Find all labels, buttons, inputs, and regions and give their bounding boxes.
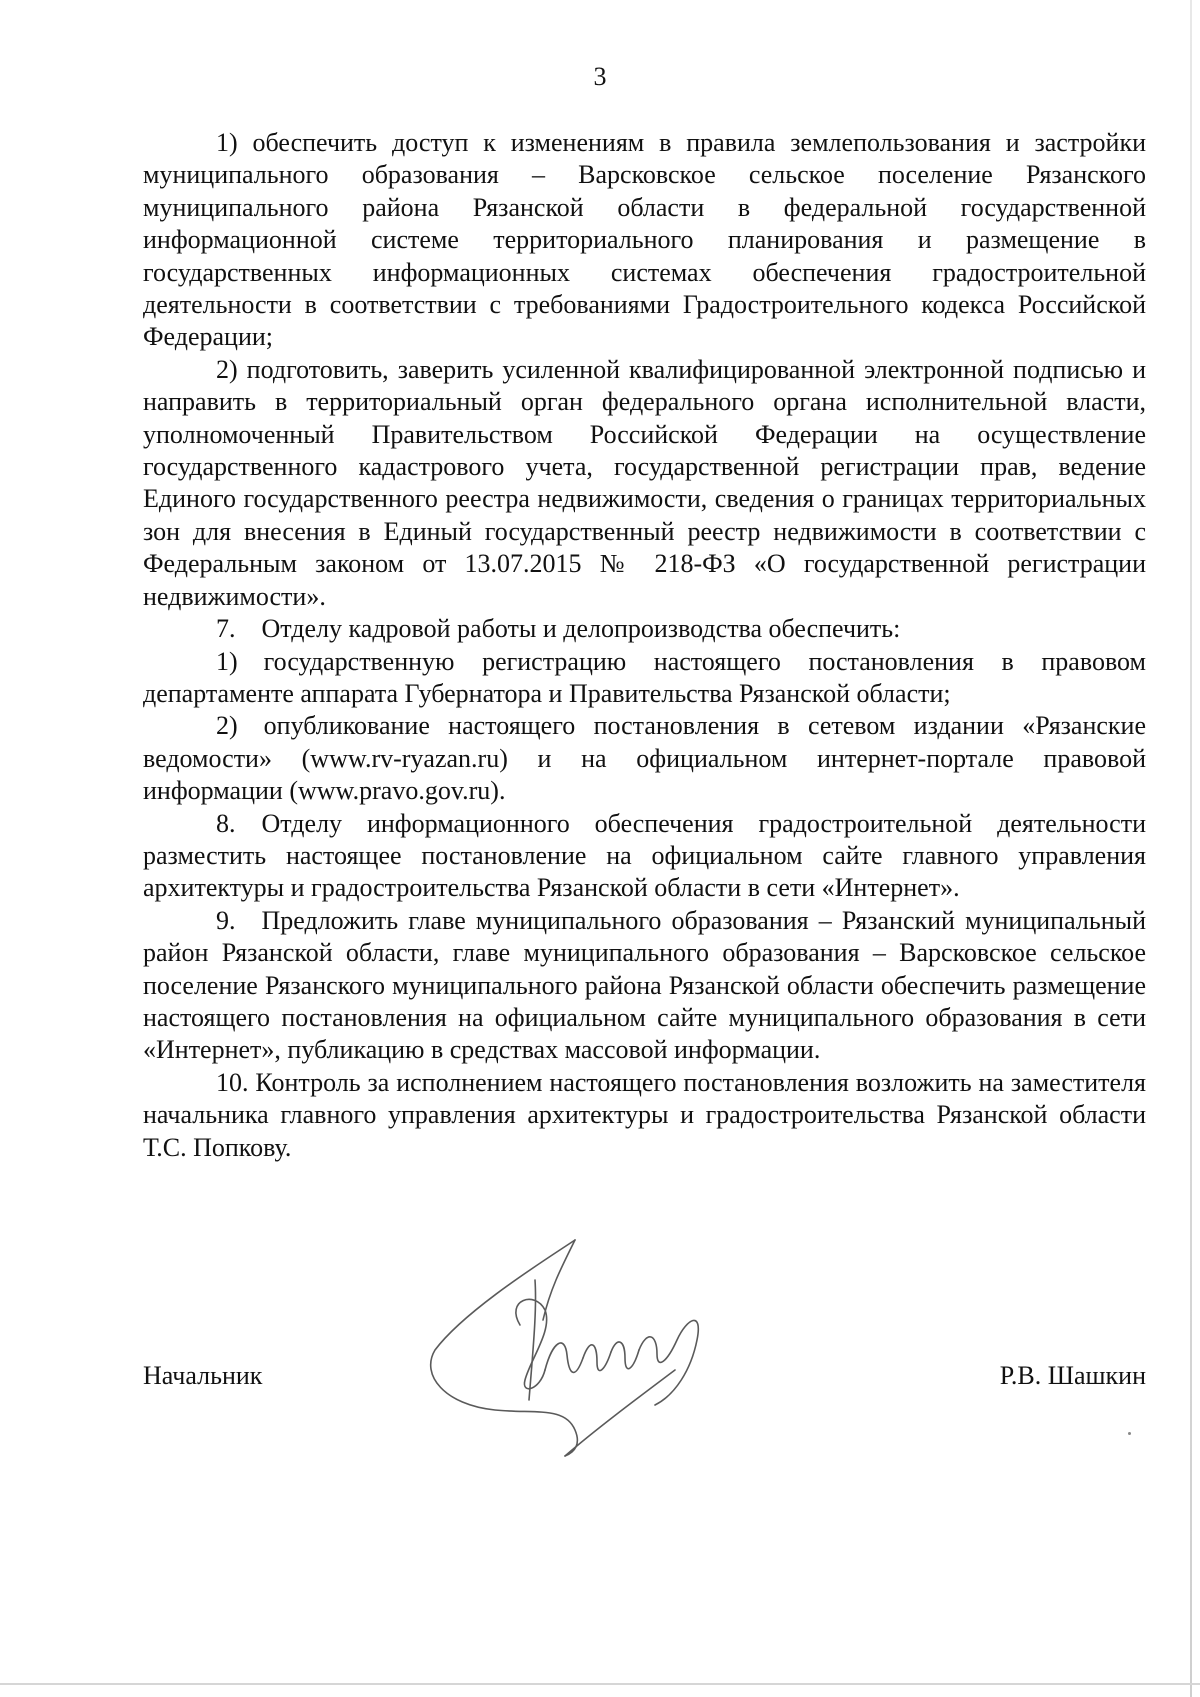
handwritten-signature: [425, 1230, 765, 1460]
paragraph-clause-8: 8. Отделу информационного обеспечения градостроительной деятельности разместить настоящее постановление на официальном сайте главного управления архитектуры и градостроительства Рязанской области в сети «Интернет».: [143, 808, 1146, 903]
paragraph-clause-10: 10. Контроль за исполнением настоящего постановления возложить на заместителя начальника главного управления архитектуры и градостроительства Рязанской области Т.С. Попкову.: [143, 1067, 1146, 1162]
page-edge-right: [1190, 0, 1192, 1697]
signature-block: [143, 1360, 1146, 1400]
document-body: [143, 127, 1146, 1164]
signatory-name: Р.В. Шашкин: [999, 1361, 1146, 1390]
page-number: 3: [593, 62, 607, 91]
paragraph-clause-7-item-1: 1) государственную регистрацию настоящего постановления в правовом департаменте аппарата Губернатора и Правительства Рязанской области;: [143, 646, 1146, 708]
paragraph-clause-9: 9. Предложить главе муниципального образования – Рязанский муниципальный район Рязанской области, главе муниципального образования – Варсковское сельское поселение Рязанского муниципального района Рязанской области обеспечить размещение настоящего постановления на официальном сайте муниципального образования в сети «Интернет», публикацию в средствах массовой информации.: [143, 905, 1146, 1065]
paragraph-item-1: 1) обеспечить доступ к изменениям в правила землепользования и застройки муниципального образования – Варсковское сельское поселение Рязанского муниципального района Рязанской области в федеральной государственной информационной системе территориального планирования и размещение в государственных информационных системах обеспечения градостроительной деятельности в соответствии с требованиями Градостроительного кодекса Российской Федерации;: [143, 128, 1146, 352]
paragraph-clause-7: 7. Отделу кадровой работы и делопроизводства обеспечить:: [216, 614, 901, 644]
paragraph-item-2: 2) подготовить, заверить усиленной квалифицированной электронной подписью и направить в территориальный орган федерального органа исполнительной власти, уполномоченный Правительством Российской Федерации на осуществление государственного кадастрового учета, государственной регистрации прав, ведение Единого государственного реестра недвижимости, сведения о границах территориальных зон для внесения в Единый государственный реестр недвижимости в соответствии с Федеральным законом от 13.07.2015 № 218-ФЗ «О государственной регистрации недвижимости».: [143, 354, 1146, 611]
page-edge-bottom: [0, 1683, 1200, 1685]
paragraph-clause-7-item-2: 2) опубликование настоящего постановления в сетевом издании «Рязанские ведомости» (www.rv-ryazan.ru) и на официальном интернет-портале правовой информации (www.pravo.gov.ru).: [143, 711, 1146, 806]
signatory-position: Начальник: [143, 1361, 263, 1390]
scan-speck: [1128, 1432, 1131, 1435]
